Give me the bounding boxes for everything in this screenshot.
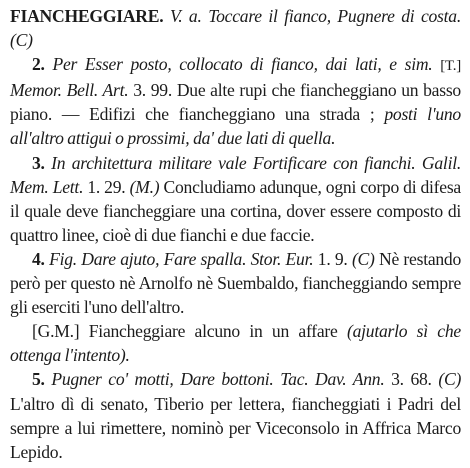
citation-source: Galil. Mem. Lett.	[10, 152, 461, 197]
sense-number: 3.	[32, 152, 45, 173]
citation-source: Tac. Dav. Ann.	[280, 369, 385, 390]
sense-5	[10, 367, 461, 463]
sense-2	[10, 52, 461, 150]
sense-definition: In architettura militare vale Fortificare con fianchi.	[51, 152, 416, 173]
note-paragraph	[10, 319, 461, 367]
citation-reference: 1. 29.	[87, 176, 126, 197]
citation-reference: 3. 99.	[133, 80, 172, 101]
sense-number: 2.	[32, 54, 45, 75]
gloss: (ajutarlo sì che ottenga l'intento).	[10, 321, 461, 366]
source-marker: (C)	[10, 30, 33, 51]
citation-source: Stor. Eur.	[250, 248, 314, 269]
quotation: Nè restando però per questo nè Arnolfo nè Suembaldo, fiancheggiando sempre gli eserciti l'uno dell'altro.	[10, 248, 462, 318]
sense-3	[10, 151, 461, 247]
gloss: posti l'uno all'altro attigui o prossimi, da' due lati di quella.	[10, 104, 461, 149]
citation-source: Memor. Bell. Art.	[10, 80, 129, 101]
sense-4	[10, 247, 461, 319]
entry-headword-paragraph	[10, 4, 461, 52]
source-marker: (C)	[351, 248, 375, 269]
source-marker: (C)	[438, 369, 462, 390]
source-tag: [T.]	[440, 58, 461, 75]
quotation: L'altro dì di senato, Tiberio per lettera, fiancheggiati i Padri del sempre a lui rimettere, nominò per Viceconsolo in Affrica Marco Lepido.	[10, 393, 461, 462]
sense-number: 4.	[32, 248, 45, 269]
citation-reference: 3. 68.	[391, 369, 432, 390]
sense-definition: Fig. Dare ajuto, Fare spalla.	[49, 248, 247, 269]
sense-number: 5.	[32, 369, 45, 390]
part-of-speech: V. a.	[169, 6, 202, 26]
headword: FIANCHEGGIARE.	[10, 6, 164, 26]
source-marker: (M.)	[129, 176, 160, 197]
citation-reference: 1. 9.	[317, 248, 348, 269]
sense-definition: Per Esser posto, collocato di fianco, dai lati, e sim.	[52, 54, 433, 75]
definition: Toccare il fianco, Pugnere di costa.	[208, 6, 461, 26]
note-text: Fiancheggiare alcuno in un affare	[88, 321, 338, 342]
quotation: Due alte rupi che fiancheggiano un basso piano. — Edifizi che fiancheggiano una strada ;	[10, 80, 461, 125]
source-tag: [G.M.]	[32, 321, 80, 342]
sense-definition: Pugner co' motti, Dare bottoni.	[51, 369, 274, 390]
quotation: Concludiamo adunque, ogni corpo di difesa il quale deve fiancheggiare una cortina, dover essere composto di quattro linee, cioè di due fianchi e due faccie.	[10, 176, 461, 245]
